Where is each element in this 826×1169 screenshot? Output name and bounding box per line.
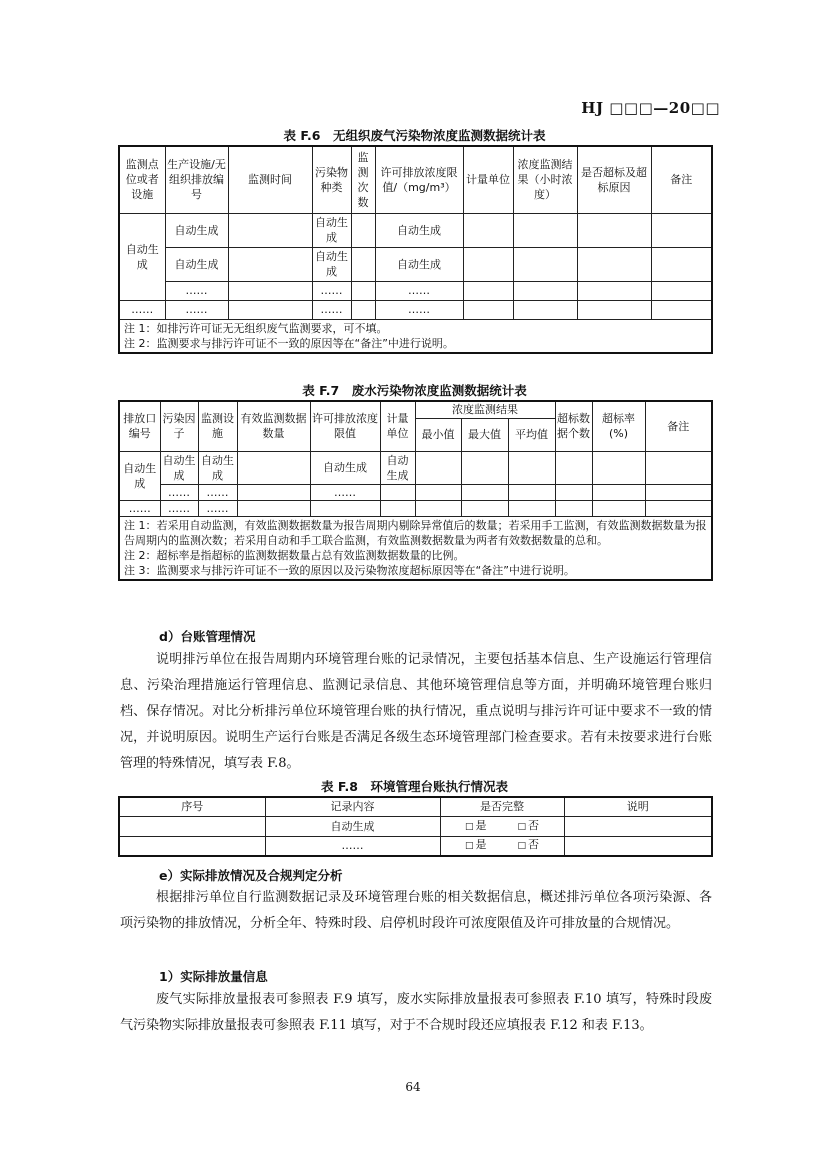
table-f6-header-row [119, 146, 712, 213]
section-e-title: e）实际排放情况及合规判定分析 [159, 868, 343, 883]
f7-h-unit: 计量单位 [380, 401, 415, 451]
table-f6 [118, 145, 713, 354]
f8-h-complete: 是否完整 [440, 797, 564, 816]
checkbox-no[interactable]: □ [517, 821, 527, 832]
f6-cell: …… [165, 281, 228, 300]
section-e-text: 根据排污单位自行监测数据记录及环境管理台账的相关数据信息，概述排污单位各项污染源、各项污染物的排放情况，分析全年、特殊时段、启停机时段许可浓度限值及许可排放量的合规情况。 [120, 890, 712, 931]
f8-cell-content: 自动生成 [265, 816, 440, 836]
checkbox-no-label: 否 [528, 838, 540, 852]
f6-cell: …… [312, 281, 351, 300]
f7-cell: …… [119, 500, 160, 516]
f6-merged-point: 自动生成 [119, 213, 165, 300]
page-number: 64 [405, 1080, 421, 1094]
table-f8 [118, 796, 713, 857]
f6-h-remark: 备注 [651, 146, 712, 213]
f6-h-time: 监测时间 [228, 146, 312, 213]
f7-h-max: 最大值 [461, 418, 508, 451]
f7-h-avg: 平均值 [508, 418, 555, 451]
table-row [119, 500, 712, 516]
f7-cell: 自动生成 [160, 451, 198, 484]
f7-note-2: 注 2：超标率是指超标的监测数据数量占总有效监测数据数量的比例。 [124, 548, 465, 562]
f7-cell: 自动生成 [198, 451, 237, 484]
f7-h-factor: 污染因子 [160, 401, 198, 451]
f7-h-min: 最小值 [415, 418, 461, 451]
f8-h-index: 序号 [119, 797, 265, 816]
section-e-sub-title: 1）实际排放量信息 [159, 969, 268, 984]
table-row [119, 300, 712, 319]
standard-code-header: HJ □□□—20□□ [581, 99, 720, 117]
table-row [119, 213, 712, 247]
f7-h-facility: 监测设施 [198, 401, 237, 451]
f7-note-1: 注 1：若采用自动监测，有效监测数据数量为报告周期内剔除异常值后的数量；若采用手工监测，有效监测数据数量为报告周期内的监测次数；若采用自动和手工联合监测，有效监测数据数量为两者有效数据数量的总和。 [124, 518, 707, 547]
checkbox-yes[interactable]: □ [464, 841, 474, 852]
table-row [119, 816, 712, 836]
f7-note-3: 注 3：监测要求与排污许可证不一致的原因以及污染物浓度超标原因等在“备注”中进行说明。 [124, 563, 575, 577]
checkbox-yes[interactable]: □ [464, 821, 474, 832]
f6-h-exceed: 是否超标及超标原因 [577, 146, 651, 213]
section-d-title: d）台账管理情况 [159, 629, 256, 644]
f8-h-remark: 说明 [564, 797, 712, 816]
f8-cell-complete [440, 836, 564, 856]
f6-h-count: 监测次数 [351, 146, 375, 213]
table-row [119, 484, 712, 500]
f6-cell: 自动生成 [375, 213, 463, 247]
checkbox-no-label: 否 [528, 818, 540, 832]
f7-cell: …… [198, 500, 237, 516]
f7-h-remark: 备注 [645, 401, 712, 451]
checkbox-yes-label: 是 [475, 838, 487, 852]
f6-cell: …… [165, 300, 228, 319]
section-d-text: 说明排污单位在报告周期内环境管理台账的记录情况，主要包括基本信息、生产设施运行管理信息、污染治理措施运行管理信息、监测记录信息、其他环境管理信息等方面，并明确环境管理台账归档、保存情况。对比分析排污单位环境管理台账的执行情况，重点说明与排污许可证中要求不一致的情况，并说明原因。说明生产运行台账是否满足各级生态环境管理部门检查要求。若有未按要求进行台账管理的特殊情况，填写表 F.8。 [120, 652, 712, 771]
checkbox-yes-label: 是 [475, 818, 487, 832]
table-row [119, 281, 712, 300]
f7-cell: …… [310, 484, 380, 500]
f7-cell: 自动生成 [119, 451, 160, 500]
f7-cell: 自动生成 [380, 451, 415, 484]
f6-cell: 自动生成 [312, 213, 351, 247]
f8-cell-complete [440, 816, 564, 836]
f6-h-pollutant: 污染物种类 [312, 146, 351, 213]
f6-cell: …… [119, 300, 165, 319]
f6-notes [119, 319, 712, 353]
f6-cell: …… [375, 281, 463, 300]
f7-h-exceed-rate: 超标率(%) [592, 401, 645, 451]
table-f7-caption: 表 F.7 废水污染物浓度监测数据统计表 [302, 383, 527, 398]
f6-cell: 自动生成 [312, 247, 351, 281]
f6-cell: …… [375, 300, 463, 319]
f6-cell: 自动生成 [375, 247, 463, 281]
table-f8-caption: 表 F.8 环境管理台账执行情况表 [320, 779, 508, 794]
section-e-sub-text: 废气实际排放量报表可参照表 F.9 填写，废水实际排放量报表可参照表 F.10 填写，特殊时段废气污染物实际排放量报表可参照表 F.11 填写，对于不合规时段还应填报表 F.12 和表 F.13。 [120, 992, 712, 1033]
f6-note-1: 注 1：如排污许可证无无组织废气监测要求，可不填。 [124, 321, 388, 335]
f6-h-unit: 计量单位 [463, 146, 513, 213]
f6-cell: …… [312, 300, 351, 319]
table-row [119, 247, 712, 281]
f7-cell: …… [160, 484, 198, 500]
f6-h-point: 监测点位或者设施 [119, 146, 165, 213]
f7-h-exceed-count: 超标数据个数 [555, 401, 592, 451]
f6-h-result: 浓度监测结果（小时浓度） [513, 146, 577, 213]
f6-cell: 自动生成 [165, 213, 228, 247]
f7-cell: …… [160, 500, 198, 516]
table-row [119, 836, 712, 856]
f6-note-2: 注 2：监测要求与排污许可证不一致的原因等在“备注”中进行说明。 [124, 336, 454, 350]
table-row [119, 451, 712, 484]
f7-h-valid-count: 有效监测数据数量 [237, 401, 310, 451]
f7-cell: …… [198, 484, 237, 500]
f7-h-limit: 许可排放浓度限值 [310, 401, 380, 451]
checkbox-no[interactable]: □ [517, 841, 527, 852]
f7-cell: 自动生成 [310, 451, 380, 484]
f6-h-facility: 生产设施/无组织排放编号 [165, 146, 228, 213]
f7-h-result: 浓度监测结果 [415, 401, 555, 418]
f8-h-content: 记录内容 [265, 797, 440, 816]
f8-cell-content: …… [265, 836, 440, 856]
f6-cell: 自动生成 [165, 247, 228, 281]
f7-notes [119, 516, 712, 580]
f6-h-limit: 许可排放浓度限值/（mg/m³） [375, 146, 463, 213]
table-f6-caption: 表 F.6 无组织废气污染物浓度监测数据统计表 [283, 128, 546, 143]
table-f7 [118, 400, 713, 581]
f7-h-outlet: 排放口编号 [119, 401, 160, 451]
